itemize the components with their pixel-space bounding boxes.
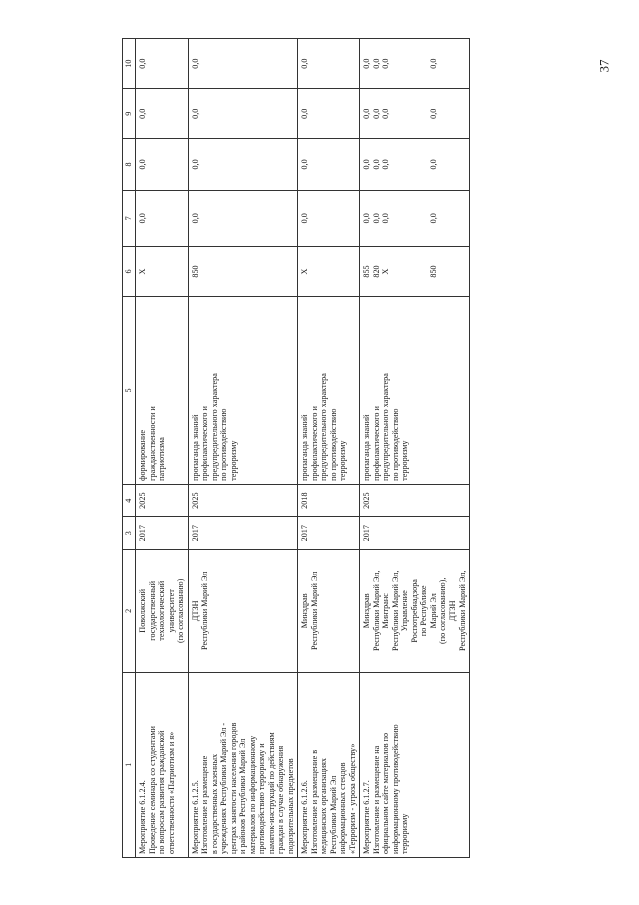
cell-line: по противодействию <box>219 408 229 481</box>
cell-line: Республики Марий Эл, <box>371 570 381 651</box>
cell-line: 0,0 <box>190 213 200 224</box>
cell-line <box>391 92 401 135</box>
col-header: 1 <box>123 672 136 857</box>
cell-line: по противодействию <box>328 408 338 481</box>
cell-line: 0,0 <box>371 159 381 170</box>
cell-line: 0,0 <box>381 108 391 119</box>
cell-line: 0,0 <box>190 159 200 170</box>
cell-line <box>419 42 429 85</box>
cell-line <box>410 42 420 85</box>
cell-line: 0,0 <box>300 213 310 224</box>
cell-line: Республики Марий Эл <box>200 571 210 650</box>
cell-line: Мероприятие 6.1.2.5. <box>190 780 200 854</box>
cell-line: ответственности «Патриотизм и я» <box>166 731 176 854</box>
cell-c9 <box>298 89 360 139</box>
cell-c1 <box>188 672 298 857</box>
cell-line: Поволжский <box>138 588 147 633</box>
cell-line <box>400 142 410 186</box>
cell-line: предупредительного характера <box>209 373 219 481</box>
cell-line: 0,0 <box>138 58 147 69</box>
cell-line: 820 <box>371 265 381 278</box>
cell-line: 0,0 <box>190 58 200 69</box>
cell-c10 <box>298 39 360 89</box>
cell-c7 <box>136 190 189 246</box>
cell-line: 0,0 <box>428 108 438 119</box>
cell-line <box>400 42 410 85</box>
cell-line: Изготовление и размещение <box>200 755 210 854</box>
cell-c3: 2017 <box>188 517 298 550</box>
cell-line <box>391 250 401 293</box>
cell-line: терроризму <box>228 440 238 481</box>
cell-c5 <box>188 297 298 485</box>
cell-line: X <box>381 268 391 275</box>
header-row <box>123 39 136 858</box>
cell-c8 <box>136 139 189 190</box>
cell-line: центрах занятости населения городов <box>228 722 238 854</box>
cell-c8 <box>360 139 470 190</box>
cell-c7 <box>360 190 470 246</box>
cell-line: 850 <box>428 265 438 278</box>
cell-line <box>419 194 429 243</box>
cell-line: 855 <box>362 265 372 278</box>
cell-c1 <box>136 672 189 857</box>
cell-c3: 2017 <box>136 517 189 550</box>
cell-c5 <box>360 297 470 485</box>
cell-c6 <box>136 246 189 296</box>
cell-line: по Республике <box>419 585 429 637</box>
cell-line: Республики Марий Эл, <box>457 570 467 651</box>
cell-line: Республики Марий Эл, <box>390 570 400 651</box>
cell-line: 0,0 <box>362 108 372 119</box>
cell-c7 <box>188 190 298 246</box>
cell-line: граждан в случае обнаружения <box>276 745 286 854</box>
cell-line: 0,0 <box>381 213 391 224</box>
cell-c2 <box>136 549 189 672</box>
cell-line <box>391 42 401 85</box>
cell-line: терроризму <box>400 440 410 481</box>
cell-line: «Терроризм - угроза обществу» <box>347 743 357 854</box>
cell-line: формирование <box>138 429 147 481</box>
cell-line: Минздрав <box>362 593 372 629</box>
cell-c10 <box>360 39 470 89</box>
cell-line: противодействию терроризму и <box>257 743 267 854</box>
cell-line: терроризму <box>338 440 348 481</box>
cell-line: предупредительного характера <box>319 373 329 481</box>
col-header: 9 <box>123 89 136 139</box>
cell-line: материалов по информационному <box>247 735 257 854</box>
cell-line: Управление <box>400 590 410 632</box>
cell-line: 0,0 <box>138 213 147 224</box>
cell-line: пропаганда знаний <box>362 414 372 481</box>
cell-line: памяток-инструкций по действиям <box>266 732 276 854</box>
col-header: 7 <box>123 190 136 246</box>
cell-line <box>410 194 420 243</box>
cell-line: информационных стендов <box>338 762 348 854</box>
cell-line: 0,0 <box>300 58 310 69</box>
cell-c4: 2025 <box>188 484 298 517</box>
cell-line: информационному противодействию <box>390 724 400 854</box>
cell-line: подозрительных предметов <box>285 758 295 854</box>
cell-c9 <box>136 89 189 139</box>
cell-c6 <box>298 246 360 296</box>
cell-line: 0,0 <box>138 108 147 119</box>
cell-line: государственный <box>147 580 157 641</box>
cell-c4: 2025 <box>360 484 470 517</box>
cell-c10 <box>136 39 189 89</box>
cell-line <box>410 142 420 186</box>
cell-line: X <box>300 268 310 275</box>
cell-c7 <box>298 190 360 246</box>
cell-line: терроризму <box>400 813 410 854</box>
cell-line: 0,0 <box>138 159 147 170</box>
col-header: 4 <box>123 484 136 517</box>
cell-line: учреждениях Республики Марий Эл - <box>219 722 229 854</box>
cell-c6 <box>360 246 470 296</box>
cell-line: Проведение семинара со студентами <box>147 726 157 854</box>
cell-c2 <box>360 549 470 672</box>
cell-line: Мероприятие 6.1.2.4. <box>138 780 147 854</box>
cell-line: 0,0 <box>428 159 438 170</box>
cell-line: X <box>138 268 147 275</box>
cell-line: профилактического и <box>200 406 210 481</box>
cell-line <box>410 92 420 135</box>
cell-c4: 2018 <box>298 484 360 517</box>
cell-line: 0,0 <box>428 213 438 224</box>
cell-line: 850 <box>190 265 200 278</box>
cell-line: Мероприятие 6.1.2.7. <box>362 780 372 854</box>
cell-c2 <box>188 549 298 672</box>
table-row <box>136 39 189 858</box>
cell-line: Республики Марий Эл <box>309 571 319 650</box>
cell-line: 0,0 <box>362 159 372 170</box>
cell-c10 <box>188 39 298 89</box>
rotated-table-sheet <box>122 38 602 858</box>
col-header: 3 <box>123 517 136 550</box>
cell-line: по противодействию <box>390 408 400 481</box>
table-row <box>298 39 360 858</box>
cell-line <box>419 142 429 186</box>
cell-line: патриотизма <box>157 437 167 481</box>
cell-line: профилактического и <box>309 406 319 481</box>
cell-line: Изготовление и размещение в <box>309 749 319 854</box>
cell-line: 0,0 <box>371 108 381 119</box>
page-number: 37 <box>596 59 612 73</box>
cell-c1 <box>360 672 470 857</box>
cell-line: 0,0 <box>428 58 438 69</box>
cell-c5 <box>136 297 189 485</box>
table-row <box>188 39 298 858</box>
cell-line <box>391 142 401 186</box>
cell-line: пропаганда знаний <box>300 414 310 481</box>
cell-line: 0,0 <box>371 213 381 224</box>
cell-c1 <box>298 672 360 857</box>
cell-c5 <box>298 297 360 485</box>
cell-line: 0,0 <box>381 159 391 170</box>
cell-c4: 2025 <box>136 484 189 517</box>
cell-line <box>419 250 429 293</box>
cell-line <box>400 92 410 135</box>
cell-line: Мероприятие 6.1.2.6. <box>300 780 310 854</box>
cell-line: предупредительного характера <box>381 373 391 481</box>
cell-line: университет <box>166 589 176 633</box>
cell-line: Минздрав <box>300 593 310 629</box>
cell-line: и районов Республики Марий Эл <box>238 738 248 854</box>
cell-line: гражданственности и <box>147 406 157 481</box>
cell-line <box>410 250 420 293</box>
cell-line: профилактического и <box>371 406 381 481</box>
col-header: 6 <box>123 246 136 296</box>
cell-line <box>400 250 410 293</box>
cell-line <box>400 194 410 243</box>
cell-line: (по согласованию) <box>176 578 186 643</box>
col-header: 10 <box>123 39 136 89</box>
cell-line: Роспотребнадзора <box>409 579 419 643</box>
cell-c8 <box>298 139 360 190</box>
cell-line <box>419 92 429 135</box>
cell-c6 <box>188 246 298 296</box>
cell-line: по вопросам развития гражданской <box>157 730 167 854</box>
cell-line: 0,0 <box>371 58 381 69</box>
cell-line: ДТЗН <box>447 600 457 622</box>
cell-c3: 2017 <box>298 517 360 550</box>
cell-c3: 2017 <box>360 517 470 550</box>
cell-line: (по согласованию), <box>438 577 448 645</box>
cell-c9 <box>188 89 298 139</box>
cell-line: 0,0 <box>381 58 391 69</box>
cell-line: медицинских организациях <box>319 758 329 854</box>
cell-line: официальном сайте материалов по <box>381 732 391 854</box>
cell-line: 0,0 <box>362 213 372 224</box>
cell-line: Изготовление и размещение на <box>371 745 381 854</box>
cell-line: 0,0 <box>300 159 310 170</box>
cell-line: ДТЗН <box>190 600 200 622</box>
cell-line: 0,0 <box>300 108 310 119</box>
cell-line <box>391 194 401 243</box>
cell-line: Минтранс <box>381 593 391 629</box>
cell-line: 0,0 <box>362 58 372 69</box>
cell-c8 <box>188 139 298 190</box>
cell-c9 <box>360 89 470 139</box>
table-row <box>360 39 470 858</box>
cell-c2 <box>298 549 360 672</box>
col-header: 5 <box>123 297 136 485</box>
col-header: 8 <box>123 139 136 190</box>
cell-line: технологический <box>157 580 167 641</box>
measures-table <box>122 38 470 858</box>
cell-line: пропаганда знаний <box>190 414 200 481</box>
cell-line: 0,0 <box>190 108 200 119</box>
cell-line: Республики Марий Эл <box>328 775 338 854</box>
cell-line: в государственных казенных <box>209 753 219 854</box>
cell-line: Марий Эл <box>428 593 438 629</box>
col-header: 2 <box>123 549 136 672</box>
